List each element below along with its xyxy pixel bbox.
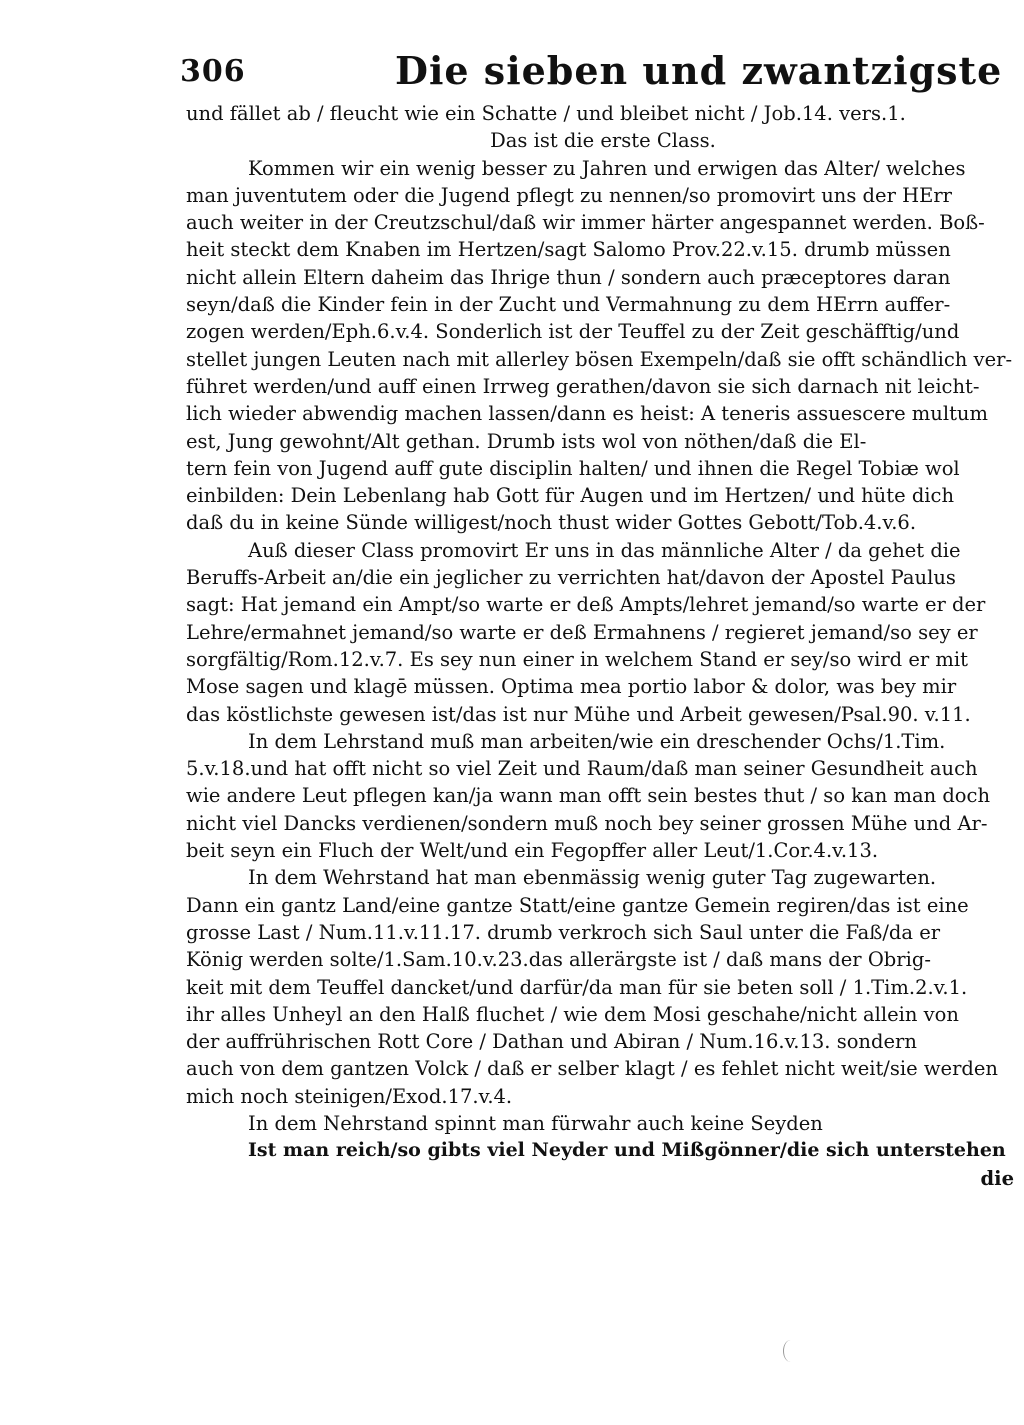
text-line: Dann ein gantz Land/eine gantze Statt/eine gantze Gemein regiren/das ist eine bbox=[186, 893, 969, 917]
text-line: Kommen wir ein wenig besser zu Jahren und erwigen das Alter/ welches bbox=[248, 156, 966, 180]
text-line: mich noch steinigen/Exod.17.v.4. bbox=[186, 1084, 513, 1108]
text-line: Beruffs-Arbeit an/die ein jeglicher zu verrichten hat/davon der Apostel Paulus bbox=[186, 566, 956, 590]
text-line: auch von dem gantzen Volck / daß er selber klagt / es fehlet nicht weit/sie werden bbox=[186, 1057, 998, 1081]
text-line: man juventutem oder die Jugend pflegt zu nennen/so promovirt uns der HErr bbox=[186, 183, 952, 207]
text-line: führet werden/und auff einen Irrweg gerathen/davon sie sich darnach nit leicht- bbox=[186, 374, 980, 398]
text-line: sorgfältig/Rom.12.v.7. Es sey nun einer in welchem Stand er sey/so wird er mit bbox=[186, 647, 968, 671]
text-line: ihr alles Unheyl an den Halß fluchet / wie dem Mosi geschahe/nicht allein von bbox=[186, 1002, 959, 1026]
text-line-large: Ist man reich/so gibts viel Neyder und Mißgönner/die sich unterstehen bbox=[248, 1139, 1006, 1162]
text-line: est, Jung gewohnt/Alt gethan. Drumb ists wol von nöthen/daß die El- bbox=[186, 429, 867, 453]
text-line: In dem Nehrstand spinnt man fürwahr auch keine Seyden bbox=[248, 1111, 823, 1135]
pencil-mark bbox=[783, 1340, 798, 1362]
text-line: sagt: Hat jemand ein Ampt/so warte er deß Ampts/lehret jemand/so warte er der bbox=[186, 593, 986, 617]
text-line: keit mit dem Teuffel dancket/und darfür/da man für sie beten soll / 1.Tim.2.v.1. bbox=[186, 975, 968, 999]
text-line: der auffrührischen Rott Core / Dathan und Abiran / Num.16.v.13. sondern bbox=[186, 1030, 917, 1054]
text-line: seyn/daß die Kinder fein in der Zucht und Vermahnung zu dem HErrn auffer- bbox=[186, 293, 951, 317]
text-line: In dem Wehrstand hat man ebenmässig wenig guter Tag zugewarten. bbox=[248, 866, 937, 890]
text-line: 5.v.18.und hat offt nicht so viel Zeit und Raum/daß man seiner Gesundheit auch bbox=[186, 757, 978, 781]
page-number: 306 bbox=[180, 54, 246, 89]
text-line: heit steckt dem Knaben im Hertzen/sagt Salomo Prov.22.v.15. drumb müssen bbox=[186, 238, 951, 262]
text-line: das köstlichste gewesen ist/das ist nur Mühe und Arbeit gewesen/Psal.90. v.11. bbox=[186, 702, 971, 726]
text-line: daß du in keine Sünde willigest/noch thust wider Gottes Gebott/Tob.4.v.6. bbox=[186, 511, 917, 535]
text-line: stellet jungen Leuten nach mit allerley bösen Exempeln/daß sie offt schändlich ver- bbox=[186, 347, 1013, 371]
section-end-line: Das ist die erste Class. bbox=[490, 129, 716, 153]
text-line: beit seyn ein Fluch der Welt/und ein Fegopffer aller Leut/1.Cor.4.v.13. bbox=[186, 839, 879, 863]
text-line: lich wieder abwendig machen lassen/dann es heist: A teneris assuescere multum bbox=[186, 402, 988, 426]
text-line: grosse Last / Num.11.v.11.17. drumb verkroch sich Saul unter die Faß/da er bbox=[186, 920, 941, 944]
text-line: König werden solte/1.Sam.10.v.23.das allerärgste ist / daß mans der Obrig- bbox=[186, 948, 931, 972]
text-line: tern fein von Jugend auff gute disciplin halten/ und ihnen die Regel Tobiæ wol bbox=[186, 456, 960, 480]
text-line: nicht viel Dancks verdienen/sondern muß noch bey seiner grossen Mühe und Ar- bbox=[186, 811, 988, 835]
text-line: einbilden: Dein Lebenlang hab Gott für Augen und im Hertzen/ und hüte dich bbox=[186, 484, 955, 508]
page-header bbox=[180, 48, 1020, 104]
text-line: Lehre/ermahnet jemand/so warte er deß Ermahnens / regieret jemand/so sey er bbox=[186, 620, 978, 644]
text-line: wie andere Leut pflegen kan/ja wann man offt sein bestes thut / so kan man doch bbox=[186, 784, 991, 808]
running-title: Die sieben und zwantzigste bbox=[395, 48, 1003, 93]
text-line: Auß dieser Class promovirt Er uns in das männliche Alter / da gehet die bbox=[248, 538, 961, 562]
text-line: Mose sagen und klagē müssen. Optima mea portio labor & dolor, was bey mir bbox=[186, 675, 957, 699]
text-line: zogen werden/Eph.6.v.4. Sonderlich ist der Teuffel zu der Zeit geschäfftig/und bbox=[186, 320, 960, 344]
text-line: und fället ab / fleucht wie ein Schatte / und bleibet nicht / Job.14. vers.1. bbox=[186, 102, 906, 125]
body-text bbox=[186, 100, 1020, 1192]
text-line: nicht allein Eltern daheim das Ihrige thun / sondern auch præceptores daran bbox=[186, 265, 951, 289]
text-line: auch weiter in der Creutzschul/daß wir immer härter angespannet werden. Boß- bbox=[186, 211, 985, 235]
text-line: In dem Lehrstand muß man arbeiten/wie ein dreschender Ochs/1.Tim. bbox=[248, 729, 946, 753]
catchword: die bbox=[980, 1166, 1014, 1190]
